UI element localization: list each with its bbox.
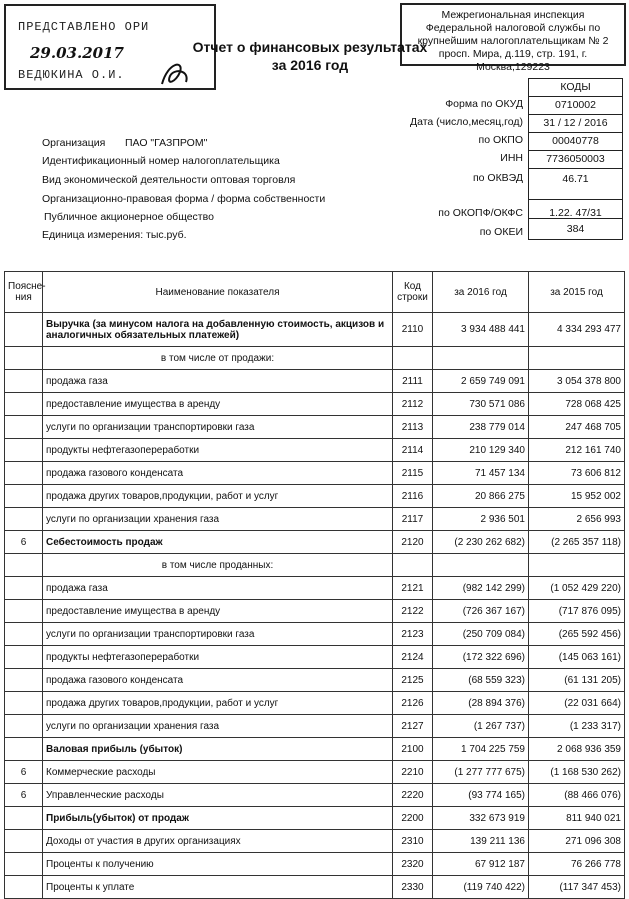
table-row bbox=[5, 462, 625, 485]
report-title-line-2: за 2016 год bbox=[271, 57, 349, 73]
row-value-2015: (2 265 357 118) bbox=[529, 531, 625, 554]
row-code: 2121 bbox=[393, 577, 433, 600]
row-note bbox=[5, 508, 43, 531]
row-code: 2122 bbox=[393, 600, 433, 623]
row-code: 2310 bbox=[393, 830, 433, 853]
row-value-2016: 139 211 136 bbox=[433, 830, 529, 853]
row-code bbox=[393, 347, 433, 370]
row-note: 6 bbox=[5, 531, 43, 554]
date-value: 31 / 12 / 2016 bbox=[528, 114, 623, 133]
row-code: 2330 bbox=[393, 876, 433, 899]
table-row bbox=[5, 393, 625, 416]
table-row bbox=[5, 646, 625, 669]
okei-label: по ОКЕИ bbox=[479, 226, 523, 238]
report-title-line-1: Отчет о финансовых результатах bbox=[192, 39, 428, 55]
table-row bbox=[5, 370, 625, 393]
row-value-2015: 728 068 425 bbox=[529, 393, 625, 416]
table-row bbox=[5, 830, 625, 853]
row-name: услуги по организации транспортировки газа bbox=[43, 416, 393, 439]
row-code: 2220 bbox=[393, 784, 433, 807]
row-code: 2127 bbox=[393, 715, 433, 738]
row-name: Управленческие расходы bbox=[43, 784, 393, 807]
table-row bbox=[5, 600, 625, 623]
stamp-line-2: Федеральной налоговой службы по bbox=[425, 22, 601, 34]
row-value-2016: (982 142 299) bbox=[433, 577, 529, 600]
row-name: в том числе от продажи: bbox=[43, 347, 393, 370]
col-header-note: Поясне- ния bbox=[5, 272, 43, 313]
row-value-2016 bbox=[433, 554, 529, 577]
legal-form-value: Публичное акционерное общество bbox=[44, 211, 214, 223]
row-value-2015: (1 233 317) bbox=[529, 715, 625, 738]
row-code: 2111 bbox=[393, 370, 433, 393]
table-row bbox=[5, 669, 625, 692]
row-code: 2112 bbox=[393, 393, 433, 416]
row-note bbox=[5, 439, 43, 462]
row-value-2015: (1 168 530 262) bbox=[529, 761, 625, 784]
row-value-2015: 212 161 740 bbox=[529, 439, 625, 462]
row-note bbox=[5, 876, 43, 899]
row-value-2016: (172 322 696) bbox=[433, 646, 529, 669]
row-code: 2116 bbox=[393, 485, 433, 508]
row-value-2015: (117 347 453) bbox=[529, 876, 625, 899]
row-note bbox=[5, 370, 43, 393]
table-row bbox=[5, 577, 625, 600]
row-value-2015: 2 068 936 359 bbox=[529, 738, 625, 761]
row-code: 2124 bbox=[393, 646, 433, 669]
row-name: предоставление имущества в аренду bbox=[43, 393, 393, 416]
row-note bbox=[5, 623, 43, 646]
legal-form-label: Организационно-правовая форма / форма собственности bbox=[42, 193, 326, 205]
row-name: Проценты к уплате bbox=[43, 876, 393, 899]
report-title bbox=[180, 38, 440, 74]
codes-header: КОДЫ bbox=[528, 78, 623, 97]
row-note bbox=[5, 807, 43, 830]
row-value-2016: (28 894 376) bbox=[433, 692, 529, 715]
inn-label: ИНН bbox=[500, 152, 523, 164]
row-value-2015 bbox=[529, 347, 625, 370]
okopf-label: по ОКОПФ/ОКФС bbox=[438, 207, 523, 219]
stamp-handwritten-date: 29.03.2017 bbox=[30, 44, 124, 62]
row-name: продажа других товаров,продукции, работ и услуг bbox=[43, 692, 393, 715]
row-code: 2320 bbox=[393, 853, 433, 876]
table-row bbox=[5, 692, 625, 715]
okud-label: Форма по ОКУД bbox=[445, 98, 523, 110]
row-note bbox=[5, 313, 43, 347]
row-code: 2100 bbox=[393, 738, 433, 761]
row-note bbox=[5, 462, 43, 485]
row-value-2016: 730 571 086 bbox=[433, 393, 529, 416]
table-row bbox=[5, 876, 625, 899]
row-name: продукты нефтегазопереработки bbox=[43, 646, 393, 669]
table-row bbox=[5, 807, 625, 830]
row-name: Прибыль(убыток) от продаж bbox=[43, 807, 393, 830]
okud-code: 0710002 bbox=[528, 96, 623, 115]
row-value-2016: (1 277 777 675) bbox=[433, 761, 529, 784]
stamp-line-4: просп. Мира, д.119, стр. 191, г. Москва,129223 bbox=[438, 48, 588, 73]
row-code: 2200 bbox=[393, 807, 433, 830]
okpo-code: 00040778 bbox=[528, 132, 623, 151]
row-name: в том числе проданных: bbox=[43, 554, 393, 577]
table-row bbox=[5, 853, 625, 876]
row-value-2015: 15 952 002 bbox=[529, 485, 625, 508]
row-value-2016: (250 709 084) bbox=[433, 623, 529, 646]
row-name: Себестоимость продаж bbox=[43, 531, 393, 554]
unit-of-measure: Единица измерения: тыс.руб. bbox=[42, 229, 187, 241]
table-row bbox=[5, 485, 625, 508]
organization-name: ПАО "ГАЗПРОМ" bbox=[125, 137, 208, 149]
row-code: 2123 bbox=[393, 623, 433, 646]
row-value-2015: 76 266 778 bbox=[529, 853, 625, 876]
row-code: 2110 bbox=[393, 313, 433, 347]
stamp-text-inspector: ВЕДЮКИНА О.И. bbox=[18, 68, 125, 82]
row-note bbox=[5, 853, 43, 876]
table-header-row bbox=[5, 272, 625, 313]
row-value-2015: (1 052 429 220) bbox=[529, 577, 625, 600]
row-note bbox=[5, 600, 43, 623]
row-code: 2114 bbox=[393, 439, 433, 462]
row-value-2016: 238 779 014 bbox=[433, 416, 529, 439]
row-name: услуги по организации транспортировки газа bbox=[43, 623, 393, 646]
okved-label: по ОКВЭД bbox=[472, 172, 523, 184]
col-header-2015: за 2015 год bbox=[529, 272, 625, 313]
row-name: Выручка (за минусом налога на добавленную стоимость, акцизов и аналогичных обязательных платежей) bbox=[43, 313, 393, 347]
row-value-2015: 247 468 705 bbox=[529, 416, 625, 439]
table-row bbox=[5, 554, 625, 577]
row-value-2016: 71 457 134 bbox=[433, 462, 529, 485]
row-name: продажа газового конденсата bbox=[43, 462, 393, 485]
table-row bbox=[5, 508, 625, 531]
row-value-2016: 2 936 501 bbox=[433, 508, 529, 531]
row-value-2015: 3 054 378 800 bbox=[529, 370, 625, 393]
row-value-2016: (93 774 165) bbox=[433, 784, 529, 807]
row-value-2015: (61 131 205) bbox=[529, 669, 625, 692]
row-code bbox=[393, 554, 433, 577]
row-value-2015: (22 031 664) bbox=[529, 692, 625, 715]
row-value-2016: (726 367 167) bbox=[433, 600, 529, 623]
date-label: Дата (число,месяц,год) bbox=[409, 116, 523, 128]
row-value-2015: 4 334 293 477 bbox=[529, 313, 625, 347]
row-value-2015: (265 592 456) bbox=[529, 623, 625, 646]
row-code: 2117 bbox=[393, 508, 433, 531]
row-note bbox=[5, 416, 43, 439]
row-note: 6 bbox=[5, 761, 43, 784]
table-row bbox=[5, 313, 625, 347]
row-value-2015: (717 876 095) bbox=[529, 600, 625, 623]
row-note bbox=[5, 669, 43, 692]
row-note bbox=[5, 715, 43, 738]
table-row bbox=[5, 784, 625, 807]
col-header-name: Наименование показателя bbox=[43, 272, 393, 313]
row-name: Доходы от участия в других организациях bbox=[43, 830, 393, 853]
row-note bbox=[5, 692, 43, 715]
col-header-2016: за 2016 год bbox=[433, 272, 529, 313]
row-note bbox=[5, 738, 43, 761]
row-name: продажа газа bbox=[43, 370, 393, 393]
row-value-2015: 811 940 021 bbox=[529, 807, 625, 830]
row-value-2016 bbox=[433, 347, 529, 370]
table-row bbox=[5, 715, 625, 738]
table-row bbox=[5, 761, 625, 784]
inn-description: Идентификационный номер налогоплательщика bbox=[42, 155, 280, 167]
table-row bbox=[5, 416, 625, 439]
table-row bbox=[5, 531, 625, 554]
row-value-2015: (88 466 076) bbox=[529, 784, 625, 807]
row-note bbox=[5, 554, 43, 577]
row-note bbox=[5, 646, 43, 669]
row-value-2016: 1 704 225 759 bbox=[433, 738, 529, 761]
table-row bbox=[5, 439, 625, 462]
row-code: 2113 bbox=[393, 416, 433, 439]
row-note: 6 bbox=[5, 784, 43, 807]
row-name: услуги по организации хранения газа bbox=[43, 508, 393, 531]
table-row bbox=[5, 347, 625, 370]
okopf-code: 1.22. 47/31 bbox=[528, 199, 623, 219]
stamp-line-1: Межрегиональная инспекция bbox=[441, 9, 585, 21]
row-value-2016: (1 267 737) bbox=[433, 715, 529, 738]
row-value-2016: 3 934 488 441 bbox=[433, 313, 529, 347]
row-name: Коммерческие расходы bbox=[43, 761, 393, 784]
row-code: 2115 bbox=[393, 462, 433, 485]
row-name: предоставление имущества в аренду bbox=[43, 600, 393, 623]
row-name: Проценты к получению bbox=[43, 853, 393, 876]
row-value-2016: (119 740 422) bbox=[433, 876, 529, 899]
row-value-2016: 20 866 275 bbox=[433, 485, 529, 508]
row-name: Валовая прибыль (убыток) bbox=[43, 738, 393, 761]
col-header-code: Код строки bbox=[393, 272, 433, 313]
stamp-line-3: крупнейшим налогоплательщикам № 2 bbox=[417, 35, 609, 47]
row-code: 2120 bbox=[393, 531, 433, 554]
row-name: продажа газа bbox=[43, 577, 393, 600]
row-note bbox=[5, 347, 43, 370]
row-value-2016: 67 912 187 bbox=[433, 853, 529, 876]
table-row bbox=[5, 623, 625, 646]
row-note bbox=[5, 393, 43, 416]
row-note bbox=[5, 830, 43, 853]
row-name: продажа газового конденсата bbox=[43, 669, 393, 692]
row-value-2016: 2 659 749 091 bbox=[433, 370, 529, 393]
okpo-label: по ОКПО bbox=[478, 134, 523, 146]
row-value-2015: 73 606 812 bbox=[529, 462, 625, 485]
organization-label: Организация bbox=[42, 137, 106, 149]
row-value-2016: (2 230 262 682) bbox=[433, 531, 529, 554]
row-note bbox=[5, 485, 43, 508]
row-value-2016: 332 673 919 bbox=[433, 807, 529, 830]
row-code: 2125 bbox=[393, 669, 433, 692]
inn-code: 7736050003 bbox=[528, 150, 623, 169]
row-value-2015 bbox=[529, 554, 625, 577]
row-code: 2210 bbox=[393, 761, 433, 784]
okved-code: 46.71 bbox=[528, 168, 623, 200]
row-code: 2126 bbox=[393, 692, 433, 715]
row-value-2016: (68 559 323) bbox=[433, 669, 529, 692]
row-name: продажа других товаров,продукции, работ и услуг bbox=[43, 485, 393, 508]
row-name: услуги по организации хранения газа bbox=[43, 715, 393, 738]
financial-results-table bbox=[4, 271, 625, 899]
okei-code: 384 bbox=[528, 218, 623, 240]
row-name: продукты нефтегазопереработки bbox=[43, 439, 393, 462]
table-row bbox=[5, 738, 625, 761]
row-value-2015: 2 656 993 bbox=[529, 508, 625, 531]
row-value-2016: 210 129 340 bbox=[433, 439, 529, 462]
row-value-2015: (145 063 161) bbox=[529, 646, 625, 669]
activity-description: Вид экономической деятельности оптовая торговля bbox=[42, 174, 296, 186]
row-note bbox=[5, 577, 43, 600]
row-value-2015: 271 096 308 bbox=[529, 830, 625, 853]
stamp-text-submitted: ПРЕДСТАВЛЕНО ОРИ bbox=[18, 20, 150, 34]
